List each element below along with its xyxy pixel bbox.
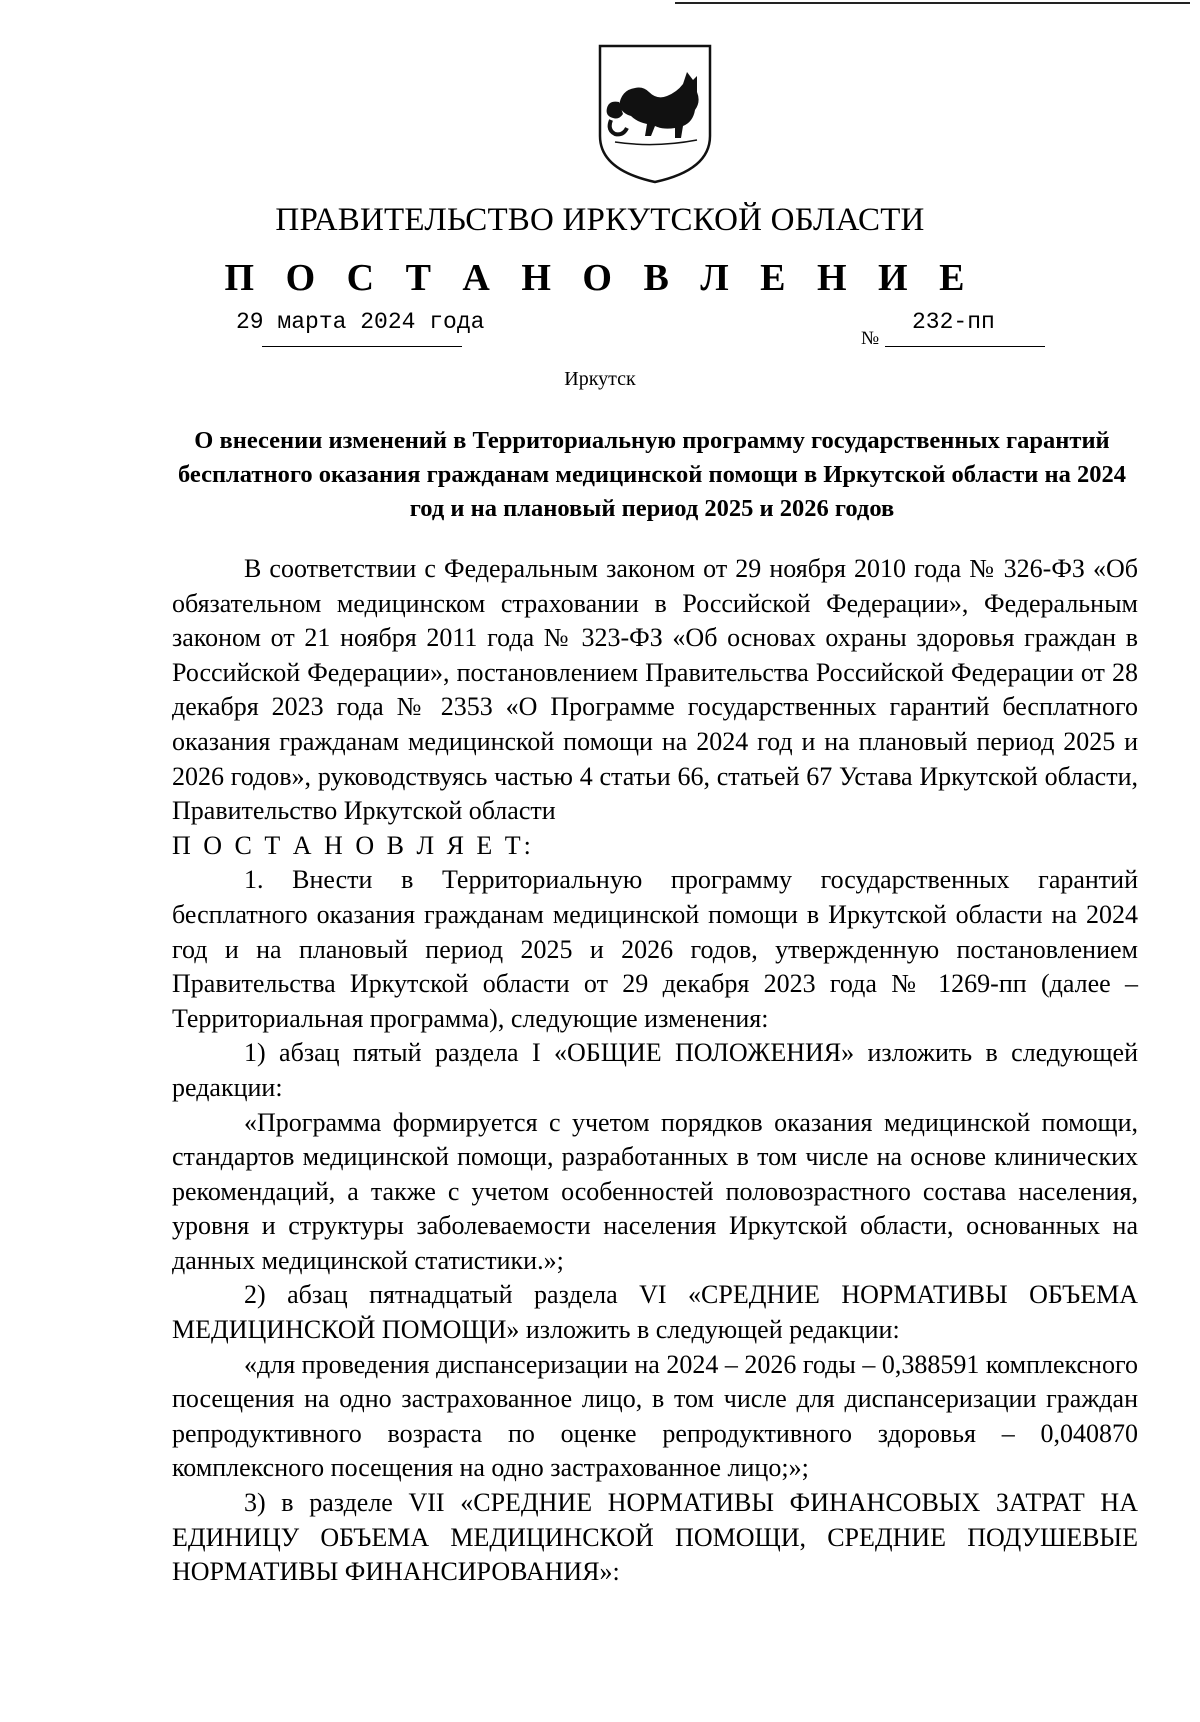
subitem-2-paragraph: 2) абзац пятнадцатый раздела VI «СРЕДНИЕ НОРМАТИВЫ ОБЪЕМА МЕДИЦИНСКОЙ ПОМОЩИ» изложить в следующей редакции: [172, 1280, 1138, 1345]
number-label: № [861, 328, 880, 349]
document-body [172, 552, 1138, 1590]
subitem-3-paragraph: 3) в разделе VII «СРЕДНИЕ НОРМАТИВЫ ФИНАНСОВЫХ ЗАТРАТ НА ЕДИНИЦУ ОБЪЕМА МЕДИЦИНСКОЙ ПОМОЩИ, СРЕДНИЕ ПОДУШЕВЫЕ НОРМАТИВЫ ФИНАНСИРОВАНИЯ»: [172, 1488, 1138, 1587]
quote-2-paragraph: «для проведения диспансеризации на 2024 – 2026 годы – 0,388591 комплексного посещения на одно застрахованное лицо, в том числе для диспансеризации граждан репродуктивного возраста по оценке репродуктивного здоровья – 0,040870 комплексного посещения на одно застрахованное лицо;»; [172, 1349, 1138, 1483]
city: Иркутск [564, 368, 636, 390]
document-title: О внесении изменений в Территориальную программу государственных гарантий бесплатного оказания гражданам медицинской помощи в Иркутской области на 2024 год и на плановый период 2025 и 2026 годов [177, 427, 1127, 522]
subitem-1-paragraph: 1) абзац пятый раздела I «ОБЩИЕ ПОЛОЖЕНИЯ» изложить в следующей редакции: [172, 1038, 1138, 1102]
resolves-keyword: П О С Т А Н О В Л Я Е Т: [172, 830, 534, 860]
document-number: 232-пп [912, 309, 995, 335]
quote-1-paragraph: «Программа формируется с учетом порядков оказания медицинской помощи, стандартов медицинской помощи, разработанных в том числе на основе клинических рекомендаций, а также с учетом особенностей половозрастного состава населения, уровня и структуры заболеваемости населения Иркутской области, основанных на данных медицинской статистики.»; [172, 1107, 1138, 1275]
date-underline [262, 346, 462, 347]
document-date: 29 марта 2024 года [236, 309, 485, 335]
government-name: ПРАВИТЕЛЬСТВО ИРКУТСКОЙ ОБЛАСТИ [275, 202, 925, 238]
coat-of-arms-emblem [597, 44, 713, 184]
item-1-paragraph: 1. Внести в Территориальную программу государственных гарантий бесплатного оказания гражданам медицинской помощи в Иркутской области на 2024 год и на плановый период 2025 и 2026 годов, утвержденную постановлением Правительства Иркутской области от 29 декабря 2023 года № 1269-пп (далее – Территориальная программа), следующие изменения: [172, 865, 1138, 1033]
number-underline [885, 346, 1045, 347]
top-rule [675, 2, 1190, 4]
preamble-paragraph: В соответствии с Федеральным законом от 29 ноября 2010 года № 326-ФЗ «Об обязательном медицинском страховании в Российской Федерации», Федеральным законом от 21 ноября 2011 года № 323-ФЗ «Об основах охраны здоровья граждан в Российской Федерации», постановлением Правительства Российской Федерации от 28 декабря 2023 года № 2353 «О Программе государственных гарантий бесплатного оказания гражданам медицинской помощи на 2024 год и на плановый период 2025 и 2026 годов», руководствуясь частью 4 статьи 66, статьей 67 Устава Иркутской области, Правительство Иркутской области [172, 554, 1138, 826]
document-kind: П О С Т А Н О В Л Е Н И Е [224, 257, 976, 299]
